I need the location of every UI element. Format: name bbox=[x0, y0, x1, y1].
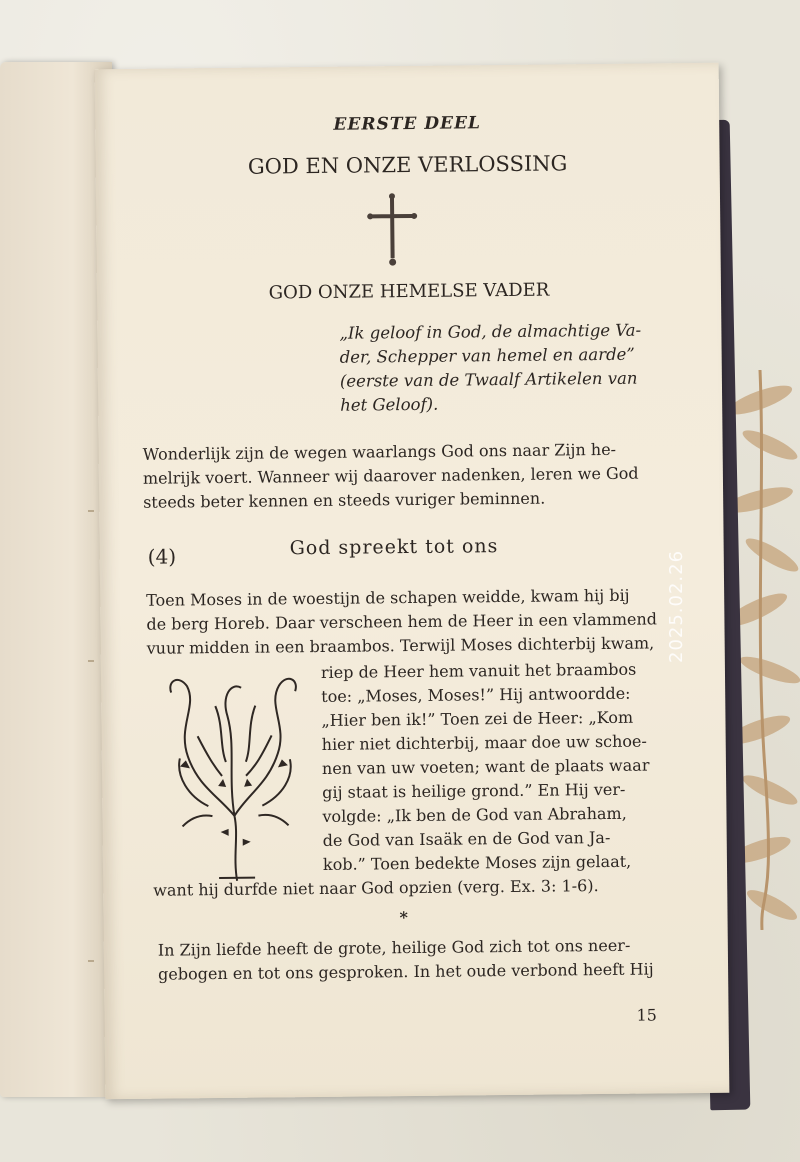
wrapped-line: riep de Heer hem vanuit het braambos bbox=[320, 659, 637, 682]
chapter-title: GOD ONZE HEMELSE VADER bbox=[268, 279, 550, 304]
wrapped-line: nen van uw voeten; want de plaats waar bbox=[321, 755, 650, 778]
intro-line: Wonderlijk zijn de wegen waarlangs God ons naar Zijn he- bbox=[142, 439, 617, 464]
part-label: EERSTE DEEL bbox=[333, 113, 482, 135]
section-number: (4) bbox=[147, 544, 177, 569]
intro-line: steeds beter kennen en steeds vuriger beminnen. bbox=[143, 488, 546, 512]
quote-line: (eerste van de Twaalf Artikelen van bbox=[339, 368, 638, 391]
wrapped-line: gij staat is heilige grond.” En Hij ver- bbox=[322, 779, 626, 802]
cross-icon bbox=[366, 192, 419, 269]
creed-quote bbox=[339, 318, 680, 418]
quote-line: „Ik geloof in God, de almachtige Va- bbox=[339, 320, 642, 343]
body-line: vuur midden in een braambos. Terwijl Moses dichterbij kwam, bbox=[146, 633, 655, 658]
wrapped-line: hier niet dichterbij, maar doe uw schoe- bbox=[321, 731, 647, 754]
section-separator: * bbox=[399, 908, 408, 928]
closing-line: want hij durfde niet naar God opzien (verg. Ex. 3: 1-6). bbox=[153, 876, 599, 900]
quote-line: het Geloof). bbox=[340, 394, 439, 415]
wrapped-line: toe: „Moses, Moses!” Hij antwoordde: bbox=[321, 683, 631, 706]
wrapped-line: kob.” Toen bedekte Moses zijn gelaat, bbox=[322, 851, 632, 874]
section-title: God spreekt tot ons bbox=[289, 535, 499, 560]
quote-line: der, Schepper van hemel en aarde” bbox=[339, 344, 635, 367]
final-line: gebogen en tot ons gesproken. In het oude verbond heeft Hij bbox=[158, 959, 654, 984]
photo-date-stamp: 2025.02.26 bbox=[666, 549, 687, 663]
final-line: In Zijn liefde heeft de grote, heilige God zich tot ons neer- bbox=[157, 935, 631, 960]
wrapped-line: „Hier ben ik!” Toen zei de Heer: „Kom bbox=[321, 707, 634, 730]
burning-bush-illustration bbox=[157, 665, 315, 887]
wrapped-line: de God van Isaäk en de God van Ja- bbox=[322, 827, 611, 850]
body-line: de berg Horeb. Daar verscheen hem de Heer in een vlammend bbox=[146, 609, 658, 634]
part-title: GOD EN ONZE VERLOSSING bbox=[247, 151, 568, 179]
page-number: 15 bbox=[636, 1005, 658, 1025]
intro-line: melrijk voert. Wanneer wij daarover nadenken, leren we God bbox=[142, 463, 639, 488]
wrapped-line: volgde: „Ik ben de God van Abraham, bbox=[322, 803, 627, 826]
body-line: Toen Moses in de woestijn de schapen weidde, kwam hij bij bbox=[146, 585, 630, 610]
book-page bbox=[95, 63, 730, 1099]
